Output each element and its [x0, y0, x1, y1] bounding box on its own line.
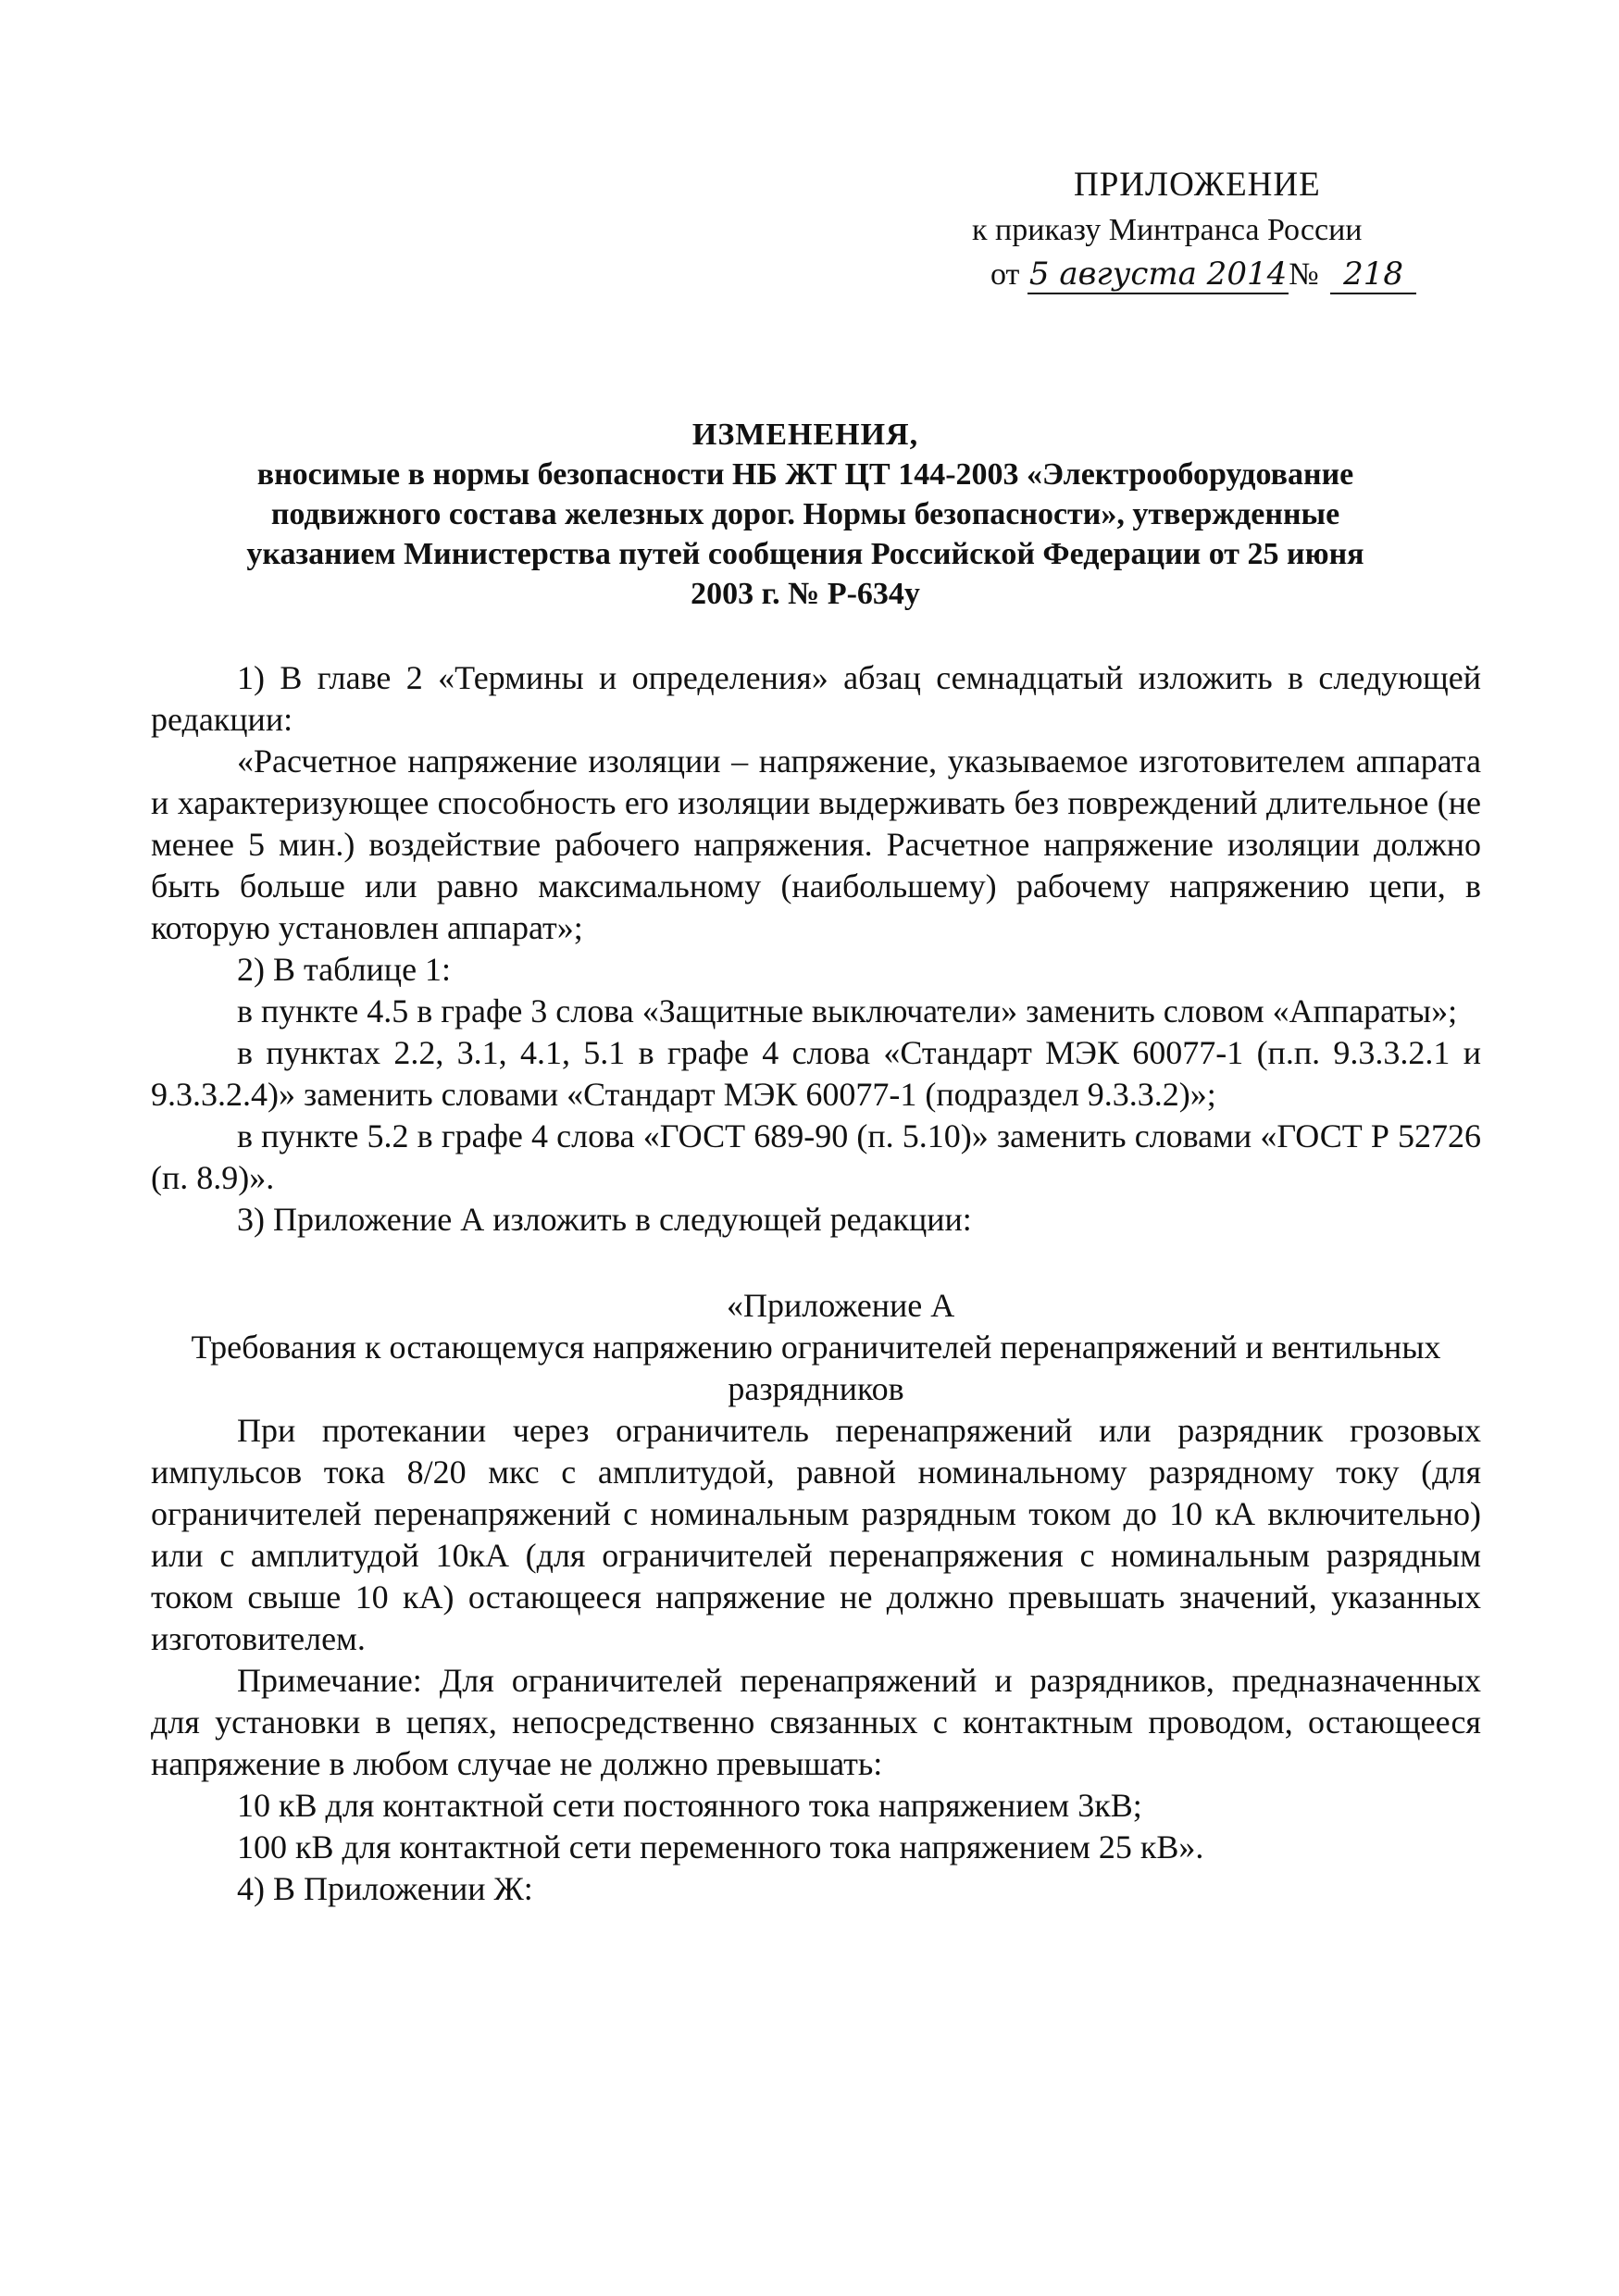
paragraph-item-2: 2) В таблице 1: [237, 951, 452, 988]
document-heading [139, 415, 1472, 614]
heading-line-1: вносимые в нормы безопасности НБ ЖТ ЦТ 144-2003 «Электрооборудование [256, 457, 1354, 492]
paragraph-25kv: 100 кВ для контактной сети переменного тока напряжением 25 кВ». [237, 1828, 1204, 1866]
spacer [151, 1241, 1481, 1285]
paragraph-points-2-2: в пунктах 2.2, 3.1, 4.1, 5.1 в графе 4 слова «Стандарт МЭК 60077-1 (п.п. 9.3.3.2.1 и 9.3.3.2.4)» заменить словами «Стандарт МЭК 60077-1 (подраздел 9.3.3.2)»; [151, 1034, 1481, 1113]
paragraph-point-5-2: в пункте 5.2 в графе 4 слова «ГОСТ 689-90 (п. 5.10)» заменить словами «ГОСТ Р 52726 (п. 8.9)». [151, 1117, 1481, 1196]
paragraph-requirement: При протекании через ограничитель перенапряжений или разрядник грозовых импульсов тока 8/20 мкс с амплитудой, равной номинальному разрядному току (для ограничителей перенапряжений с номинальным разрядным током до 10 кА включительно) или с амплитудой 10кА (для ограничителей перенапряжения с номинальным разрядным током свыше 10 кА) остающееся напряжение не должно превышать значений, указанных изготовителем. [151, 1412, 1481, 1657]
paragraph-3kv: 10 кВ для контактной сети постоянного тока напряжением 3кВ; [237, 1787, 1142, 1824]
order-reference: к приказу Минтранса России [972, 213, 1363, 247]
order-date-line [990, 256, 1416, 294]
appendix-a-heading: «Приложение А [727, 1287, 955, 1324]
heading-line-4: 2003 г. № Р-634у [691, 577, 920, 611]
appendix-a-title: Требования к остающемуся напряжению ограничителей перенапряжений и вентильных разрядников [191, 1329, 1441, 1407]
heading-title: ИЗМЕНЕНИЯ, [691, 418, 919, 452]
handwritten-date: 5 августа 2014 [1028, 256, 1288, 293]
paragraph-item-1: 1) В главе 2 «Термины и определения» абзац семнадцатый изложить в следующей редакции: [151, 659, 1481, 738]
document-body [151, 657, 1481, 1910]
number-sign: № [1289, 257, 1319, 292]
paragraph-item-3: 3) Приложение А изложить в следующей редакции: [237, 1201, 972, 1238]
paragraph-item-4: 4) В Приложении Ж: [237, 1870, 533, 1907]
from-prefix: от [990, 257, 1020, 292]
handwritten-number: 218 [1330, 256, 1416, 294]
heading-line-2: подвижного состава железных дорог. Нормы безопасности», утвержденные [270, 497, 1340, 531]
heading-line-3: указанием Министерства путей сообщения Российской Федерации от 25 июня [246, 537, 1364, 571]
appendix-title: ПРИЛОЖЕНИЕ [1074, 166, 1321, 204]
paragraph-point-4-5: в пункте 4.5 в графе 3 слова «Защитные выключатели» заменить словом «Аппараты»; [237, 992, 1458, 1029]
paragraph-definition: «Расчетное напряжение изоляции – напряжение, указываемое изготовителем аппарата и характеризующее способность его изоляции выдерживать без повреждений длительное (не менее 5 мин.) воздействие рабочего напряжения. Расчетное напряжение изоляции должно быть больше или равно максимальному (наибольшему) рабочему напряжению цепи, в которую установлен аппарат»; [151, 742, 1481, 946]
paragraph-note: Примечание: Для ограничителей перенапряжений и разрядников, предназначенных для установки в цепях, непосредственно связанных с контактным проводом, остающееся напряжение в любом случае не должно превышать: [151, 1662, 1481, 1782]
